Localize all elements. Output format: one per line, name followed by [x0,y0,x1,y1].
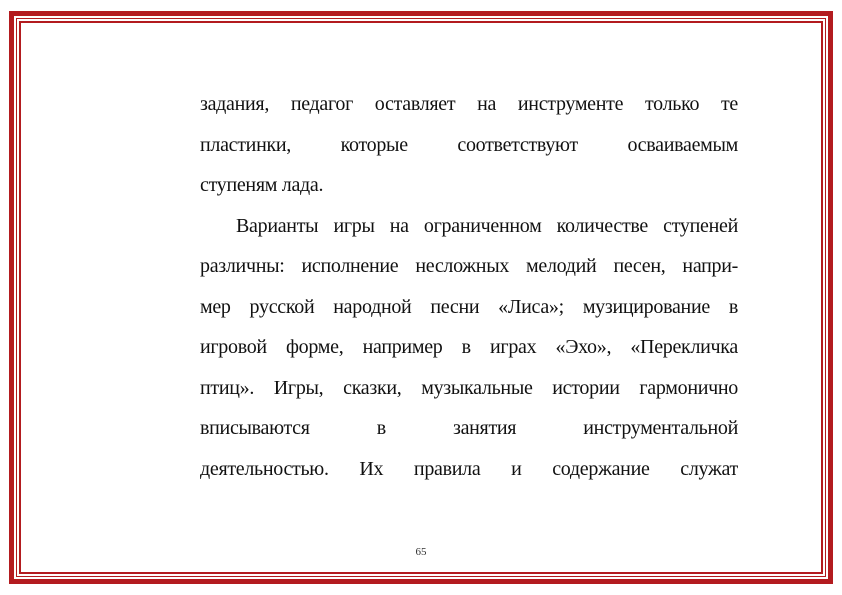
paragraph-1 [200,84,738,206]
text-line: птиц». Игры, сказки, музыкальные истории гармонично [200,376,738,399]
text-line: различны: исполнение несложных мелодий песен, напри- [200,255,738,277]
text-line: мер русской народной песни «Лиса»; музицирование в [200,295,738,318]
page-number: 65 [415,546,427,558]
text-line: задания, педагог оставляет на инструменте только те [200,93,738,115]
text-line: пластинки, которые соответствуют осваиваемым [200,133,738,156]
text-line: игровой форме, например в играх «Эхо», «Перекличка [200,336,738,358]
text-line: вписываются в занятия инструментальной [200,417,738,439]
paragraph-2 [200,206,738,490]
text-line: ступеням лада. [200,174,324,196]
page-body-text [200,84,738,489]
text-line: Варианты игры на ограниченном количестве ступеней [236,214,738,237]
text-line: деятельностью. Их правила и содержание служат [200,457,738,480]
